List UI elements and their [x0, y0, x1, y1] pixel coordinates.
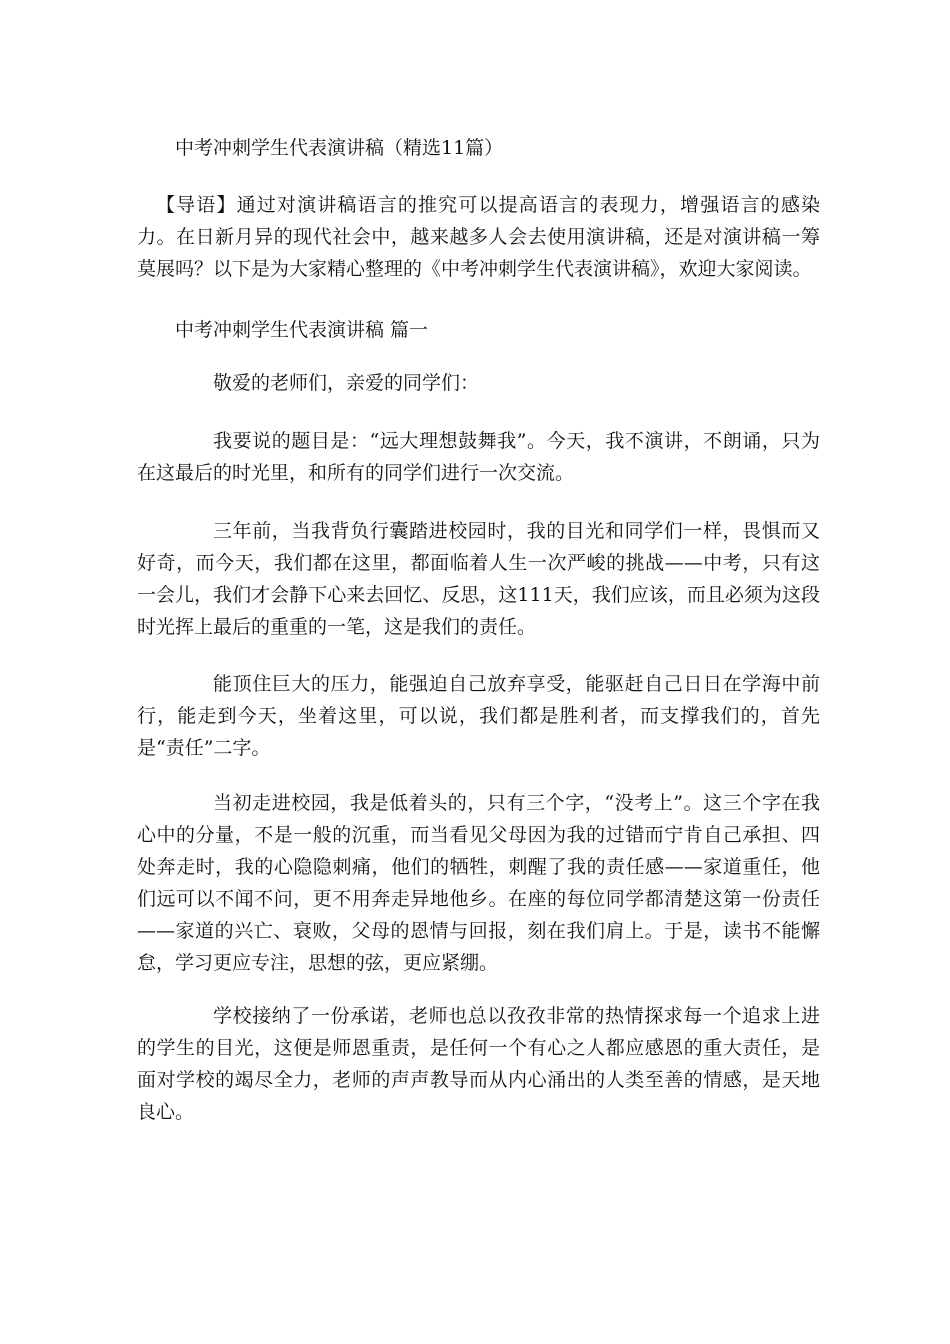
section-title: 中考冲刺学生代表演讲稿 篇一 — [175, 319, 429, 341]
document-title: 中考冲刺学生代表演讲稿（精选11篇） — [175, 137, 504, 159]
body-paragraph-2: 三年前，当我背负行囊踏进校园时，我的目光和同学们一样，畏惧而又好奇，而今天，我们都在这里，都面临着人生一次严峻的挑战——中考，只有这一会儿，我们才会静下心来去回忆、反思，这111天，我们应该，而且必须为这段时光挥上最后的重重的一笔，这是我们的责任。 — [137, 520, 820, 638]
body-paragraph-5: 学校接纳了一份承诺，老师也总以孜孜非常的热情探求每一个追求上进的学生的目光，这便是师恩重责，是任何一个有心之人都应感恩的重大责任，是面对学校的竭尽全力，老师的声声教导而从内心涌出的人类至善的情感，是天地良心。 — [137, 1005, 820, 1123]
greeting-paragraph: 敬爱的老师们，亲爱的同学们： — [213, 372, 480, 394]
body-paragraph-4: 当初走进校园，我是低着头的，只有三个字，“没考上”。这三个字在我心中的分量，不是一般的沉重，而当看见父母因为我的过错而宁肯自己承担、四处奔走时，我的心隐隐刺痛，他们的牺牲，刺醒了我的责任感——家道重任，他们远可以不闻不问，更不用奔走异地他乡。在座的每位同学都清楚这第一份责任——家道的兴亡、衰败，父母的恩情与回报，刻在我们肩上。于是，读书不能懈怠，学习更应专注，思想的弦，更应紧绷。 — [137, 792, 820, 974]
intro-paragraph: 【导语】通过对演讲稿语言的推究可以提高语言的表现力，增强语言的感染力。在日新月异的现代社会中，越来越多人会去使用演讲稿，还是对演讲稿一筹莫展吗？以下是为大家精心整理的《中考冲刺学生代表演讲稿》，欢迎大家阅读。 — [137, 194, 820, 280]
body-paragraph-3: 能顶住巨大的压力，能强迫自己放弃享受，能驱赶自己日日在学海中前行，能走到今天，坐着这里，可以说，我们都是胜利者，而支撑我们的，首先是“责任”二字。 — [137, 673, 820, 759]
body-paragraph-1: 我要说的题目是：“远大理想鼓舞我”。今天，我不演讲，不朗诵，只为在这最后的时光里，和所有的同学们进行一次交流。 — [137, 430, 820, 484]
